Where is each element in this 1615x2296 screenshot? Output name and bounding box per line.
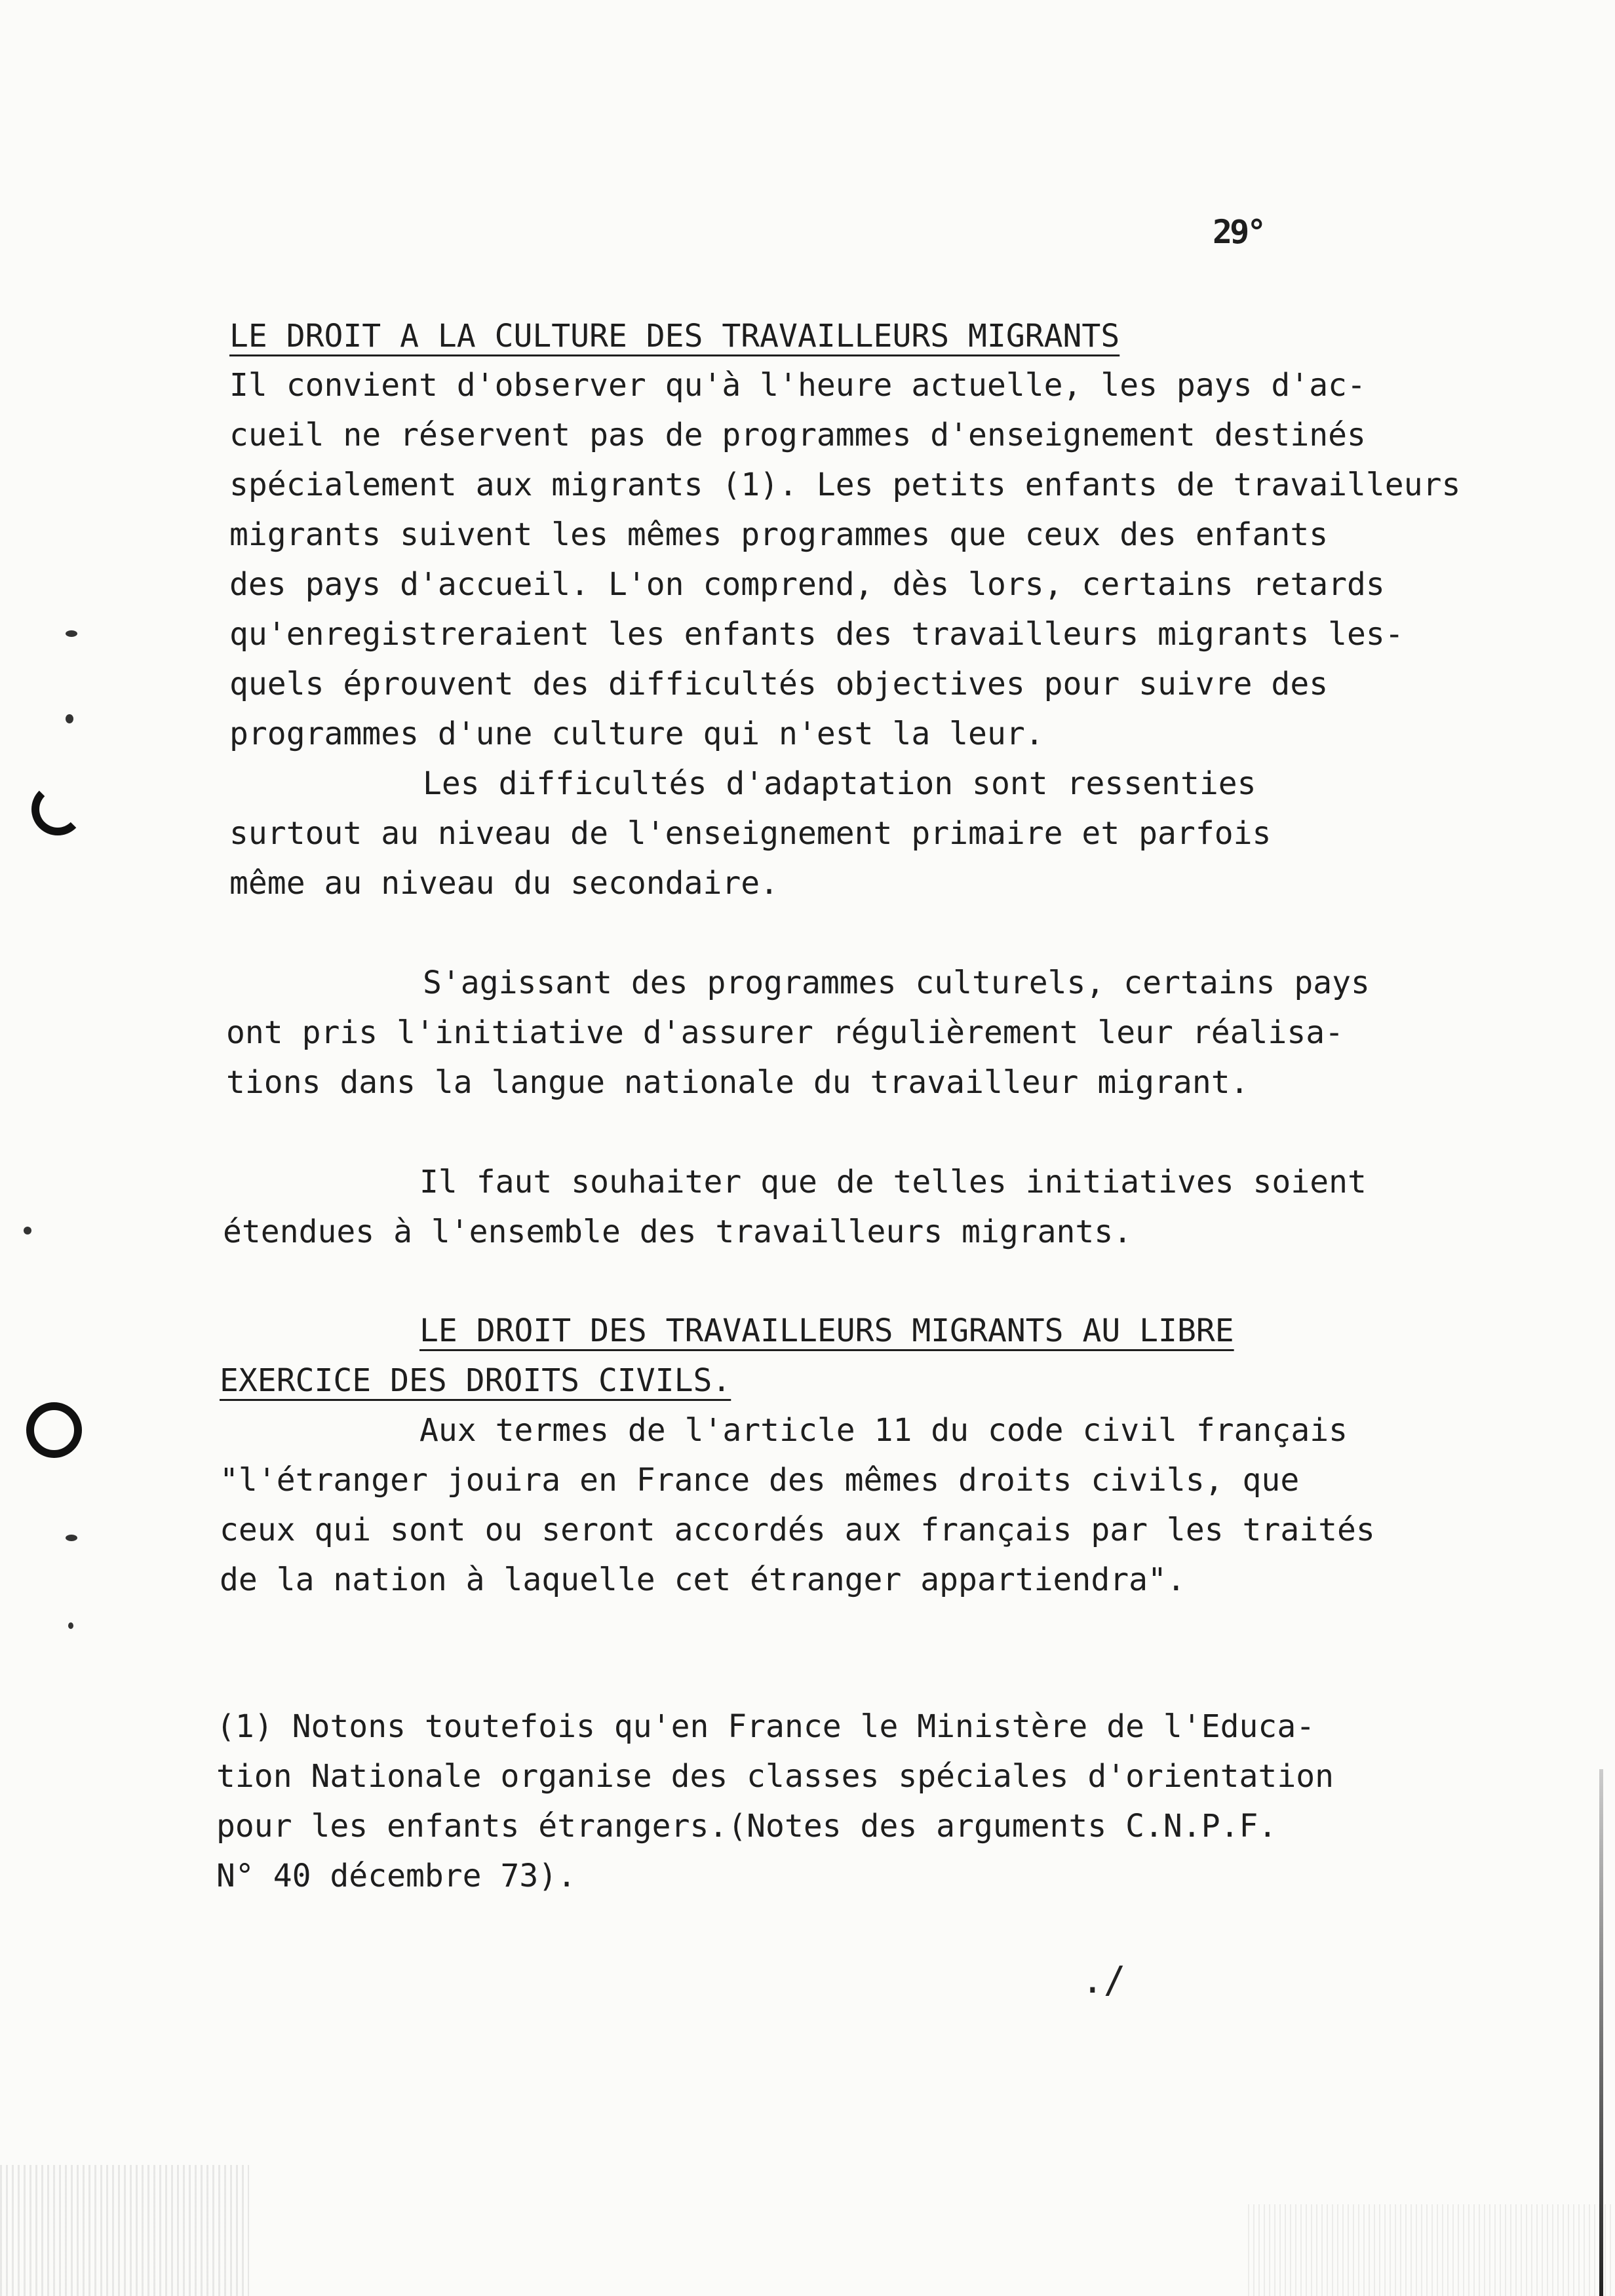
- scan-speck: [66, 630, 77, 637]
- page-number: 29°: [1213, 213, 1264, 251]
- footnote-line: tion Nationale organise des classes spéciales d'orientation: [216, 1758, 1334, 1795]
- paragraph-line: migrants suivent les mêmes programmes que ceux des enfants: [229, 516, 1329, 553]
- paragraph-line: "l'étranger jouira en France des mêmes droits civils, que: [220, 1462, 1300, 1499]
- paragraph-line: de la nation à laquelle cet étranger appartiendra".: [220, 1561, 1186, 1598]
- section-heading-civil-rights-line1: LE DROIT DES TRAVAILLEURS MIGRANTS AU LIBRE: [419, 1312, 1234, 1349]
- punch-hole-icon: [31, 783, 84, 835]
- paragraph-line: cueil ne réservent pas de programmes d'enseignement destinés: [229, 417, 1366, 453]
- scan-speck: [68, 1622, 73, 1629]
- paragraph-line: même au niveau du secondaire.: [229, 865, 779, 902]
- section-heading-culture: LE DROIT A LA CULTURE DES TRAVAILLEURS MIGRANTS: [229, 318, 1120, 354]
- paragraph-line: S'agissant des programmes culturels, certains pays: [423, 965, 1370, 1001]
- paragraph-line: qu'enregistreraient les enfants des travailleurs migrants les-: [229, 616, 1404, 653]
- paragraph-line: quels éprouvent des difficultés objectives pour suivre des: [229, 666, 1329, 702]
- paragraph-line: des pays d'accueil. L'on comprend, dès lors, certains retards: [229, 566, 1385, 603]
- continuation-mark: ./: [1081, 1959, 1126, 2002]
- paragraph-line: Les difficultés d'adaptation sont ressenties: [423, 765, 1256, 802]
- paragraph-line: tions dans la langue nationale du travailleur migrant.: [226, 1064, 1249, 1101]
- paragraph-line: Aux termes de l'article 11 du code civil français: [419, 1412, 1348, 1449]
- paragraph-line: programmes d'une culture qui n'est la leur.: [229, 716, 1044, 752]
- footnote-line: N° 40 décembre 73).: [216, 1858, 577, 1894]
- footnote-line: (1) Notons toutefois qu'en France le Ministère de l'Educa-: [216, 1708, 1315, 1745]
- footnote-line: pour les enfants étrangers.(Notes des arguments C.N.P.F.: [216, 1808, 1277, 1845]
- scan-noise: [0, 2165, 249, 2296]
- punch-hole-icon: [26, 1402, 82, 1458]
- paragraph-line: spécialement aux migrants (1). Les petits enfants de travailleurs: [229, 467, 1461, 503]
- scan-speck: [24, 1227, 31, 1234]
- paragraph-line: Il faut souhaiter que de telles initiatives soient: [419, 1164, 1367, 1200]
- paragraph-line: ceux qui sont ou seront accordés aux français par les traités: [220, 1512, 1375, 1548]
- paragraph-line: ont pris l'initiative d'assurer régulièrement leur réalisa-: [226, 1014, 1344, 1051]
- scan-speck: [66, 714, 73, 723]
- scan-noise: [1248, 2204, 1615, 2296]
- paragraph-line: étendues à l'ensemble des travailleurs migrants.: [223, 1214, 1133, 1250]
- section-heading-civil-rights-line2: EXERCICE DES DROITS CIVILS.: [220, 1362, 731, 1399]
- paragraph-line: surtout au niveau de l'enseignement primaire et parfois: [229, 815, 1272, 852]
- paragraph-line: Il convient d'observer qu'à l'heure actuelle, les pays d'ac-: [229, 367, 1366, 404]
- scan-speck: [66, 1535, 77, 1541]
